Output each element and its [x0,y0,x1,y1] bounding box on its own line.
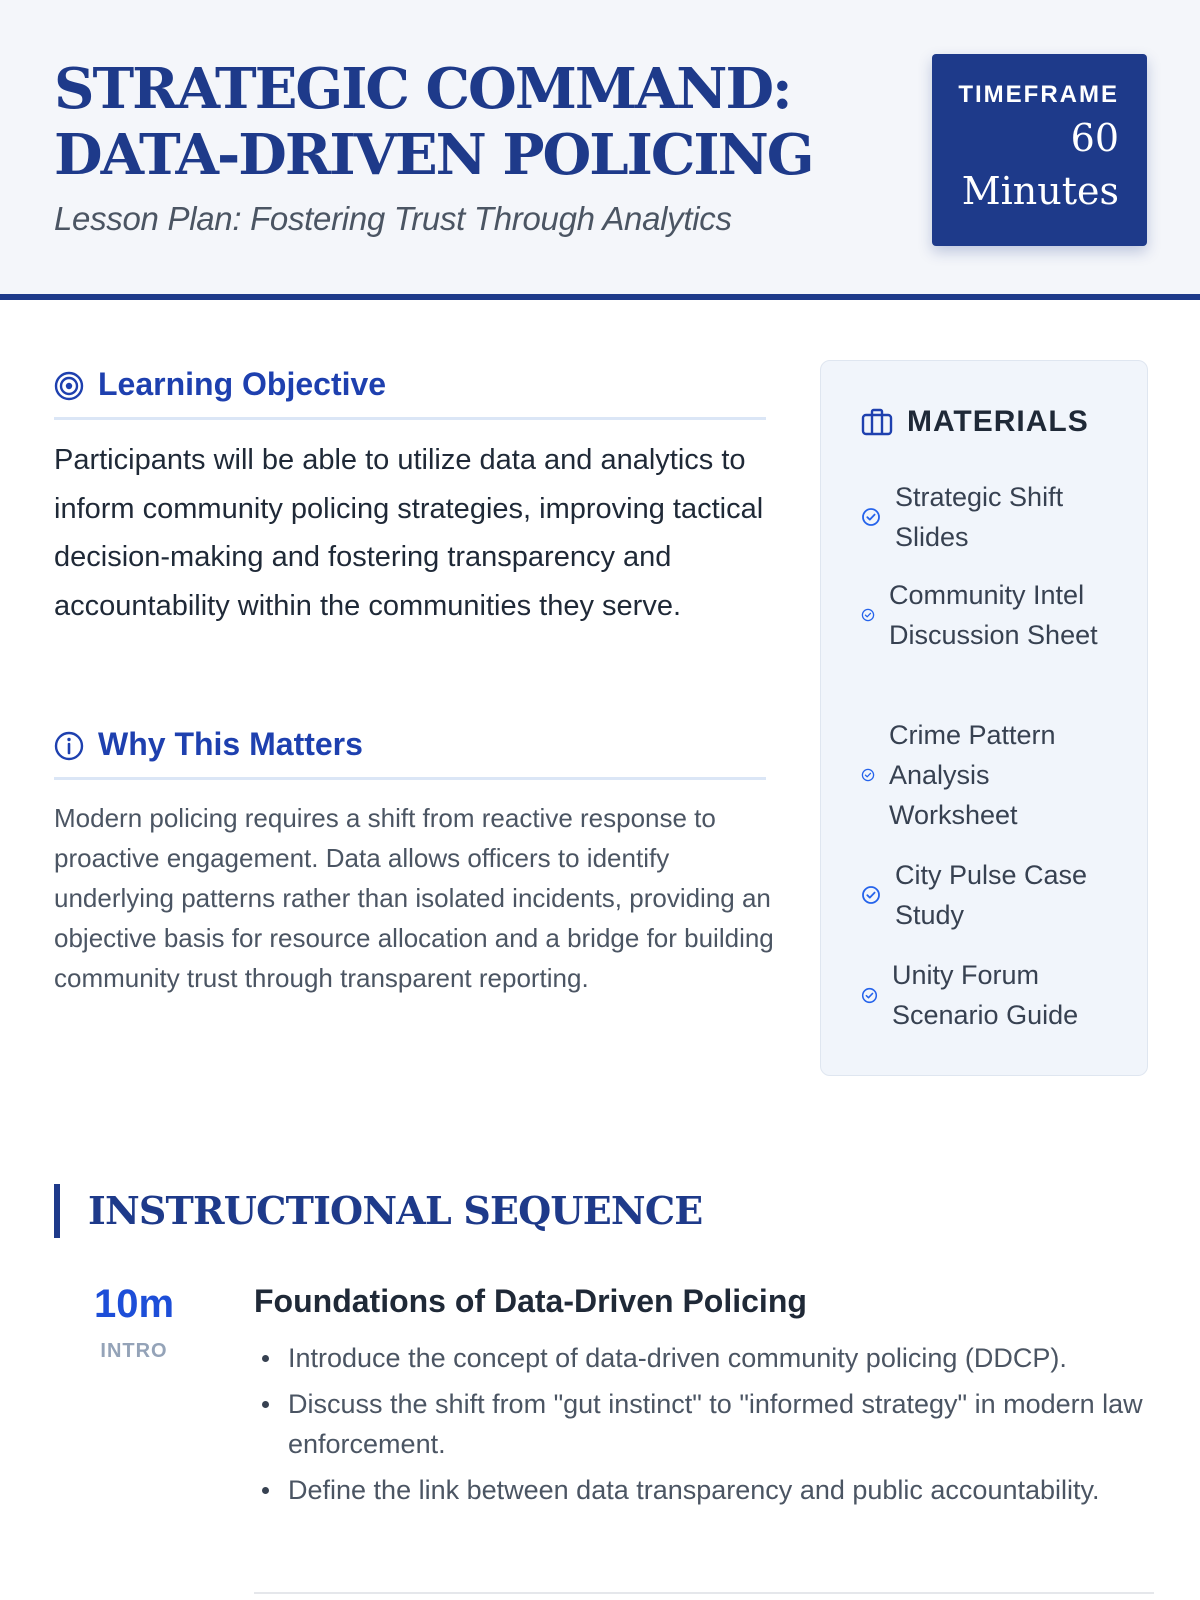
step-duration: 10m [93,1282,175,1326]
material-item [861,575,1131,655]
check-circle-icon [861,507,881,527]
material-item-label: Strategic Shift Slides [895,482,1064,552]
why-this-matters-title: Why This Matters [98,726,363,762]
target-icon [54,371,84,401]
timeframe-label: TIMEFRAME [958,81,1119,108]
why-this-matters-text: Modern policing requires a shift from reactive response to proactive engagement. Data allows officers to identify underlying patterns rather than isolated incidents, providing an objective basis for resource allocation and a bridge for building community trust through transparent reporting. [54,803,774,993]
step-bullet: Define the link between data transparency and public accountability. [254,1470,1154,1510]
briefcase-icon [861,408,893,436]
material-item [861,855,1131,935]
learning-objective-title: Learning Objective [98,366,387,402]
step-bullet-list [254,1338,1154,1516]
instructional-sequence-heading: INSTRUCTIONAL SEQUENCE [54,1184,702,1238]
material-item-label: City Pulse Case Study [895,860,1088,930]
info-icon [54,731,84,761]
material-item-label: Unity Forum Scenario Guide [892,960,1079,1030]
check-circle-icon [861,608,875,622]
page-header [0,0,1200,300]
material-item-label: Community Intel Discussion Sheet [889,580,1098,650]
learning-objective-heading [54,364,766,420]
timeframe-value: 60 Minutes [961,116,1119,213]
material-item [861,715,1131,835]
material-item-label: Crime Pattern Analysis Worksheet [889,720,1056,830]
material-item [861,477,1131,557]
materials-title: MATERIALS [907,405,1089,438]
page-subtitle: Lesson Plan: Fostering Trust Through Analytics [54,200,732,237]
material-item [861,955,1131,1035]
timeframe-badge [932,54,1147,246]
materials-heading [861,405,1089,439]
learning-objective-text: Participants will be able to utilize data and analytics to inform community policing strategies, improving tactical decision-making and fostering transparency and accountability within the communities they serve. [54,444,764,622]
why-this-matters-heading [54,724,766,780]
check-circle-icon [861,987,878,1004]
check-circle-icon [861,768,875,782]
step-phase-tag: INTRO [100,1340,168,1362]
check-circle-icon [861,885,881,905]
step-bullet: Introduce the concept of data-driven community policing (DDCP). [254,1338,1154,1378]
materials-panel [820,360,1148,1076]
page-title: STRATEGIC COMMAND: DATA-DRIVEN POLICING [54,56,813,188]
step-bullet: Discuss the shift from "gut instinct" to "informed strategy" in modern law enforcement. [254,1384,1154,1464]
step-divider [254,1592,1154,1594]
step-title: Foundations of Data-Driven Policing [254,1283,807,1319]
